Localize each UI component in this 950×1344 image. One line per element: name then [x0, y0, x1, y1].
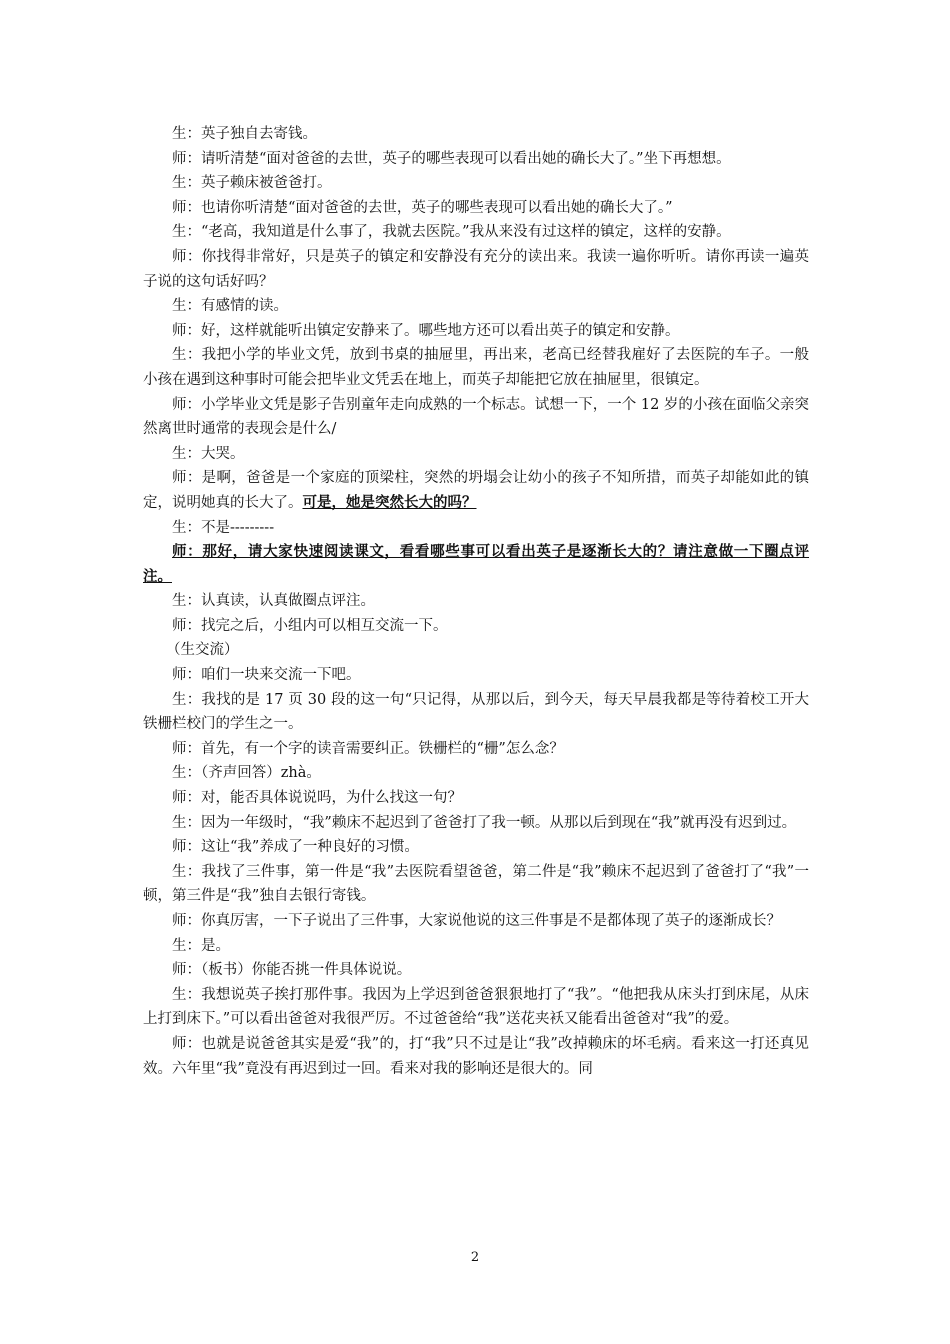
paragraph-text: 师：对，能否具体说说吗，为什么找这一句？ [172, 790, 462, 807]
paragraph [143, 442, 809, 467]
paragraph [143, 835, 809, 860]
paragraph-text: 师：小学毕业文凭是影子告别童年走向成熟的一个标志。试想一下，一个 12 岁的小孩在面临父亲突然离世时通常的表现会是什么/ [143, 396, 809, 438]
paragraph-text: 生：我找了三件事，第一件是“我”去医院看望爸爸，第二件是“我”赖床不起迟到了爸爸打了“我”一顿，第三件是“我”独自去银行寄钱。 [143, 863, 809, 905]
paragraph [143, 1032, 809, 1081]
paragraph-text: 生：认真读，认真做圈点评注。 [172, 593, 375, 610]
document-body [143, 122, 809, 1081]
paragraph-text: 生：大哭。 [172, 445, 245, 462]
paragraph-text: 师：请听清楚“面对爸爸的去世，英子的哪些表现可以看出她的确长大了。”坐下再想想。 [172, 150, 731, 167]
paragraph-text: 生：我想说英子挨打那件事。我因为上学迟到爸爸狠狠地打了“我”。“他把我从床头打到床尾，从床上打到床下。”可以看出爸爸对我很严厉。不过爸爸给“我”送花夹袄又能看出爸爸对“我”的爱。 [143, 986, 809, 1028]
paragraph [143, 688, 809, 737]
paragraph-text: 生：不是--------- [172, 519, 275, 536]
paragraph-text: 师：你找得非常好，只是英子的镇定和安静没有充分的读出来。我读一遍你听听。请你再读一遍英子说的这句话好吗？ [143, 248, 809, 290]
paragraph-text: 师：是啊，爸爸是一个家庭的顶梁柱，突然的坍塌会让幼小的孩子不知所措，而英子却能如此的镇定，说明她真的长大了。 [143, 470, 809, 511]
paragraph-text: 师：找完之后，小组内可以相互交流一下。 [172, 617, 448, 634]
paragraph [143, 466, 809, 515]
paragraph [143, 983, 809, 1032]
paragraph [143, 147, 809, 172]
paragraph-text: 生：因为一年级时，“我”赖床不起迟到了爸爸打了我一顿。从那以后到现在“我”就再没有迟到过。 [172, 814, 797, 831]
paragraph-text: （生交流） [166, 642, 239, 659]
paragraph-text: 师：首先，有一个字的读音需要纠正。铁栅栏的“栅”怎么念？ [172, 740, 564, 757]
paragraph-text: 师：你真厉害，一下子说出了三件事，大家说他说的这三件事是不是都体现了英子的逐渐成长？ [172, 913, 781, 929]
paragraph [143, 343, 809, 392]
paragraph-text: 生：我找的是 17 页 30 段的这一句“只记得，从那以后，到今天，每天早晨我都是等待着校工开大铁栅栏校门的学生之一。 [143, 691, 809, 733]
paragraph-text: 师：（板书）你能否挑一件具体说说。 [172, 962, 412, 979]
paragraph-text: 师：那好，请大家快速阅读课文，看看哪些事可以看出英子是逐渐长大的？请注意做一下圈点评注。 [143, 543, 809, 585]
paragraph-text: 生：是。 [172, 937, 230, 954]
paragraph [143, 319, 809, 344]
paragraph [143, 614, 809, 639]
paragraph [143, 589, 809, 614]
paragraph-text: 师：好，这样就能听出镇定安静来了。哪些地方还可以看出英子的镇定和安静。 [172, 322, 680, 339]
paragraph [143, 122, 809, 147]
paragraph [143, 958, 809, 983]
paragraph [143, 171, 809, 196]
paragraph-text: 师：这让“我”养成了一种良好的习惯。 [172, 839, 419, 856]
paragraph [143, 294, 809, 319]
paragraph [143, 540, 809, 589]
paragraph-text: 师：也就是说爸爸其实是爱“我”的，打“我”只不过是让“我”改掉赖床的坏毛病。看来这一打还真见效。六年里“我”竟没有再迟到过一回。看来对我的影响还是很大的。同 [143, 1035, 809, 1077]
paragraph-text: 生：有感情的读。 [172, 298, 288, 315]
paragraph [143, 737, 809, 762]
paragraph [143, 638, 809, 663]
paragraph [143, 245, 809, 294]
paragraph [143, 196, 809, 221]
paragraph [143, 761, 809, 786]
emphasized-question: 可是，她是突然长大的吗？ [302, 493, 477, 511]
paragraph-text: 生：我把小学的毕业文凭，放到书桌的抽屉里，再出来，老高已经替我雇好了去医院的车子。一般小孩在遇到这种事时可能会把毕业文凭丢在地上，而英子却能把它放在抽屉里，很镇定。 [143, 347, 809, 388]
paragraph [143, 516, 809, 541]
paragraph [143, 811, 809, 836]
paragraph [143, 934, 809, 959]
paragraph-text: 师：也请你听清楚“面对爸爸的去世，英子的哪些表现可以看出她的确长大了。” [172, 199, 673, 216]
paragraph [143, 909, 809, 934]
page-number: 2 [470, 1250, 480, 1265]
paragraph [143, 663, 809, 688]
paragraph [143, 393, 809, 442]
paragraph-text: 生：（齐声回答）zhà。 [172, 765, 321, 782]
paragraph [143, 860, 809, 909]
paragraph-text: 生：英子独自去寄钱。 [172, 126, 317, 142]
paragraph-text: 师：咱们一块来交流一下吧。 [172, 667, 361, 684]
paragraph-text: 生：英子赖床被爸爸打。 [172, 175, 332, 192]
paragraph [143, 786, 809, 811]
paragraph [143, 220, 809, 245]
paragraph-text: 生：“老高，我知道是什么事了，我就去医院。”我从来没有过这样的镇定，这样的安静。 [172, 224, 731, 241]
